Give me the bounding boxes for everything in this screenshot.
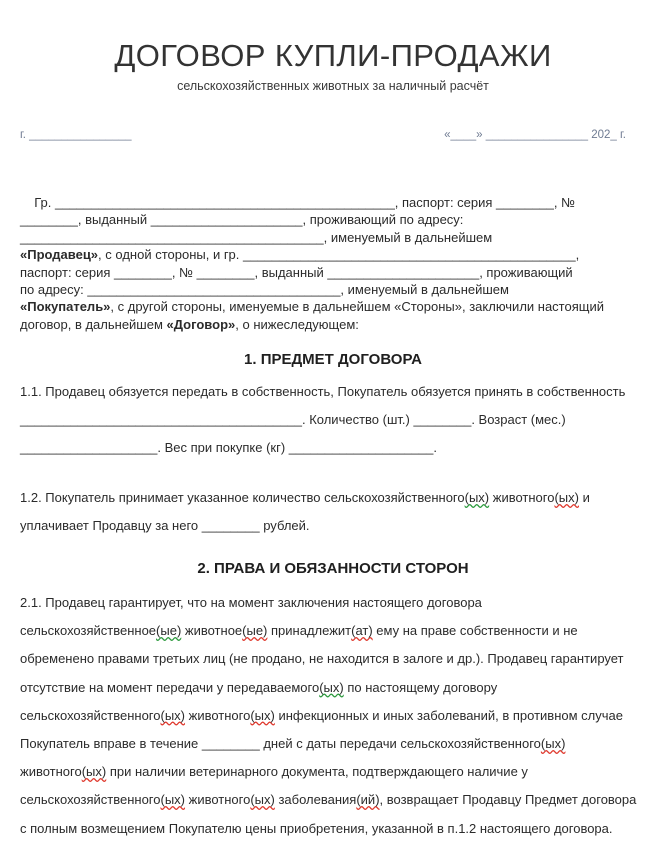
spellcheck-mark: (ых) xyxy=(160,707,186,723)
parties-line-2: ________, выданный _____________________, проживающий по адресу: xyxy=(20,212,464,228)
header-meta-line xyxy=(20,127,646,143)
clause-1-2-text-3: и уплачивает Продавцу за него xyxy=(20,490,590,534)
clause-2-1-text-11: животного xyxy=(185,792,251,808)
spellcheck-mark: (ые) xyxy=(156,623,182,639)
spellcheck-mark: (ых) xyxy=(81,764,107,780)
spellcheck-mark: (ых) xyxy=(250,707,275,723)
spellcheck-mark: (ат) xyxy=(351,623,373,639)
city-field[interactable]: г. ________________ xyxy=(20,129,132,141)
spellcheck-mark: (ий) xyxy=(356,792,380,808)
clause-2-1-text-10: при наличии ветеринарного документа, подтверждающего наличие у сельскохозяйственного xyxy=(20,764,528,808)
clause-1-1-blank-2[interactable]: ________ xyxy=(413,412,472,428)
clause-2-1-text-13: , возвращает Продавцу Предмет договора с полным возмещением Покупателю цены приобретения, указанной в п.1.2 настоящего договора. xyxy=(20,792,637,836)
clause-2-1-text-9: животного xyxy=(20,764,82,780)
spellcheck-mark: (ых) xyxy=(160,792,186,808)
clause-2-1-text-3: принадлежит xyxy=(267,623,352,639)
clause-2-1-text-8: дней с даты передачи сельскохозяйственного xyxy=(259,736,541,752)
clause-1-1-blank-3[interactable]: ___________________ xyxy=(20,440,158,456)
spellcheck-mark: (ых) xyxy=(319,679,344,695)
clause-1-1-blank-1[interactable]: _______________________________________ xyxy=(20,412,302,428)
buyer-label: «Покупатель» xyxy=(20,299,111,315)
seller-label: «Продавец» xyxy=(20,247,99,263)
clause-2-1-text-6: животного xyxy=(185,707,251,723)
clause-1-1-text-5: . xyxy=(433,440,438,456)
spellcheck-mark: (ых) xyxy=(554,490,579,505)
section-2-heading: 2. ПРАВА И ОБЯЗАННОСТИ СТОРОН xyxy=(197,560,469,577)
parties-line-4: , с одной стороны, и гр. ______________________________________________, xyxy=(98,247,580,263)
clause-1-2-text-4: рублей. xyxy=(259,518,310,534)
clause-2-1-text-2: животное xyxy=(181,623,243,639)
clause-1-1 xyxy=(20,378,646,463)
spellcheck-mark: (ых) xyxy=(464,490,490,505)
clause-1-1-text-4: . Вес при покупке (кг) xyxy=(157,440,289,456)
clause-2-1-text-12: заболевания xyxy=(274,792,357,808)
clause-1-2-blank-1[interactable]: ________ xyxy=(201,518,260,534)
parties-paragraph xyxy=(20,194,646,333)
clause-2-1-text-4: ему на праве собственности и не обременено правами третьих лиц (не продано, не находится в залоге и др.). Продавец гарантирует отсутствие на момент передачи у передаваемого xyxy=(20,623,624,695)
clause-1-1-text-1: 1.1. Продавец обязуется передать в собственность, Покупатель обязуется принять в собственность xyxy=(20,384,626,399)
parties-line-6: по адресу: ___________________________________, именуемый в дальнейшем xyxy=(20,282,509,298)
clause-1-1-text-2: . Количество (шт.) xyxy=(301,412,414,428)
clause-2-1-blank-1[interactable]: ________ xyxy=(201,736,260,752)
parties-line-7: , с другой стороны, именуемые в дальнейшем «Стороны», заключили настоящий xyxy=(110,299,604,315)
parties-line-1: Гр. _______________________________________________, паспорт: серия ________, № xyxy=(27,195,576,210)
parties-line-5: паспорт: серия ________, № ________, выданный _____________________, проживающий xyxy=(20,264,573,280)
clause-1-2-text-1: 1.2. Покупатель принимает указанное количество сельскохозяйственного xyxy=(20,490,465,505)
document-title: ДОГОВОР КУПЛИ-ПРОДАЖИ xyxy=(114,38,552,73)
clause-2-1 xyxy=(20,589,646,843)
clause-2-1-text-7: инфекционных и иных заболеваний, в противном случае Покупатель вправе в течение xyxy=(20,707,623,752)
clause-1-2 xyxy=(20,484,646,540)
section-1-heading: 1. ПРЕДМЕТ ДОГОВОРА xyxy=(244,351,422,368)
contract-label: «Договор» xyxy=(166,316,236,332)
date-field[interactable]: «____» ________________ 202_ г. xyxy=(444,129,626,141)
spellcheck-mark: (ые) xyxy=(242,623,268,639)
clause-1-1-blank-4[interactable]: ____________________ xyxy=(288,440,434,456)
parties-line-8-post: , о нижеследующем: xyxy=(235,316,359,332)
clause-1-1-text-3: . Возраст (мес.) xyxy=(471,412,566,428)
parties-line-8-pre: договор, в дальнейшем xyxy=(20,316,167,332)
clause-1-2-text-2: животного xyxy=(489,490,555,505)
clause-2-1-text-1: 2.1. Продавец гарантирует, что на момент заключения настоящего договора сельскохозяйственное xyxy=(20,595,482,639)
parties-line-3: __________________________________________, именуемый в дальнейшем xyxy=(20,229,493,245)
document-subtitle: сельскохозяйственных животных за наличный расчёт xyxy=(177,79,489,93)
spellcheck-mark: (ых) xyxy=(540,736,566,752)
clause-2-1-text-5: по настоящему договору сельскохозяйственного xyxy=(20,679,498,723)
spellcheck-mark: (ых) xyxy=(250,792,275,808)
